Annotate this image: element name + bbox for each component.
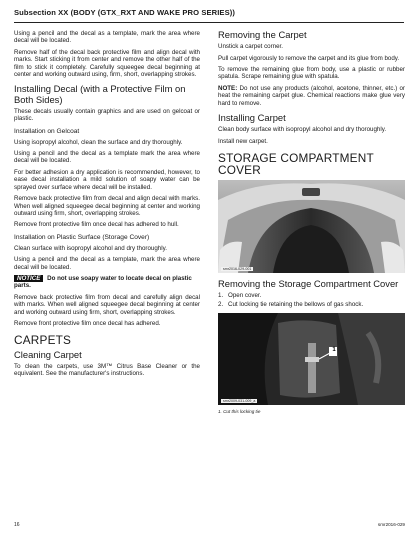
page-number: 16 [14,522,20,528]
notice-block [14,275,200,290]
left-column [14,30,200,382]
paragraph: Remove half of the decal back protective film and align decal with marks. Start sticking it from center and remove the other half of the film to stick it completely. Carefully squeegee decal beginning at center and working outward using, firm, short, overlapping strokes. [14,48,200,79]
paragraph: Using a pencil and the decal as a template, mark the area where decal will be located. [14,256,200,271]
paragraph: Unstick a carpet corner. [218,43,283,51]
paragraph: Clean surface with isopropyl alcohol and dry thoroughly. [14,244,167,252]
step-list [218,292,405,309]
subsection-heading: Installation on Gelcoat [14,127,80,135]
list-item [218,292,405,299]
step-text: Cut locking tie retaining the bellows of gas shock. [228,301,364,309]
note-text: Do not use any products (alcohol, acetone, thinner, etc.) or heat the remaining carpet glue. Chemical reactions make glue very hard to remove. [218,84,405,107]
paragraph: Install new carpet. [218,137,268,145]
watercraft-illustration [218,180,405,273]
section-heading: Removing the Carpet [218,29,307,40]
section-heading: Cleaning Carpet [14,348,82,360]
paragraph: Remove front protective film once decal has adhered to hull. [14,221,179,229]
storage-cover-photo [218,180,405,273]
paragraph: Clean body surface with isopropyl alcohol and dry thoroughly. [218,126,387,134]
header-rule [14,22,404,23]
paragraph: Remove front protective film once decal has adhered. [14,319,161,327]
list-item [218,301,405,308]
paragraph: Pull carpet vigorously to remove the carpet and its glue from body. [218,54,400,62]
note-paragraph [218,85,405,107]
step-number: 1. [218,292,224,300]
paragraph: Using isopropyl alcohol, clean the surface and dry thoroughly. [14,138,183,146]
step-number: 2. [218,301,224,309]
notice-badge: NOTICE [14,275,43,282]
note-label: NOTE: [218,84,238,92]
paragraph: Remove back protective film from decal and align decal with marks. When well aligned squeegee decal beginning at center and working outward using firm, short, overlapping strokes. [14,195,200,217]
step-text: Open cover. [228,292,262,300]
section-heading: Removing the Storage Compartment Cover [218,277,399,289]
paragraph: For better adhesion a dry application is recommended, however, to ease decal installation a mild solution of soapy water can be sprayed over surface where decal will be installed. [14,168,200,191]
gas-shock-illustration [218,313,405,405]
paragraph: Using a pencil and the decal as a template, mark the area where decal will be located. [14,30,200,45]
page-header: Subsection XX (BODY (GTX_RXT AND WAKE PRO SERIES)) [14,8,236,17]
paragraph: These decals usually contain graphics and are used on gelcoat or plastic. [14,107,200,123]
subsection-heading: Installation on Plastic Surface (Storage Cover) [14,233,150,241]
figure-caption: 1. Cut this locking tie [218,408,261,414]
paragraph: To remove the remaining glue from body, use a plastic or rubber spatula. Scrape remaining glue with spatula. [218,66,405,81]
notice-text: Do not use soapy water to locate decal on plastic parts. [14,274,192,290]
paragraph: To clean the carpets, use 3M™ Citrus Base Cleaner or the equivalent. See the manufacturer's instructions. [14,362,200,378]
document-code: smr2016-029 [377,522,405,527]
callout-number: 1 [332,346,336,353]
paragraph: Using a pencil and the decal as a template mark the area where decal will be located. [14,150,200,165]
chapter-heading: CARPETS [14,333,72,348]
section-heading: Installing Decal (with a Protective Film on Both Sides) [14,83,186,105]
right-column [218,30,405,414]
figure-code: smr2009-031-009_a [223,398,256,403]
paragraph: Remove back protective film from decal and carefully align decal with marks. When well aligned squeegee decal beginning at center and working outward using firm, short, overlapping strokes. [14,293,200,316]
figure-code: smr2016-029-001 [223,266,252,271]
chapter-heading: STORAGE COMPARTMENT COVER [218,151,374,178]
locking-tie-photo [218,313,405,405]
section-heading: Installing Carpet [218,112,286,124]
